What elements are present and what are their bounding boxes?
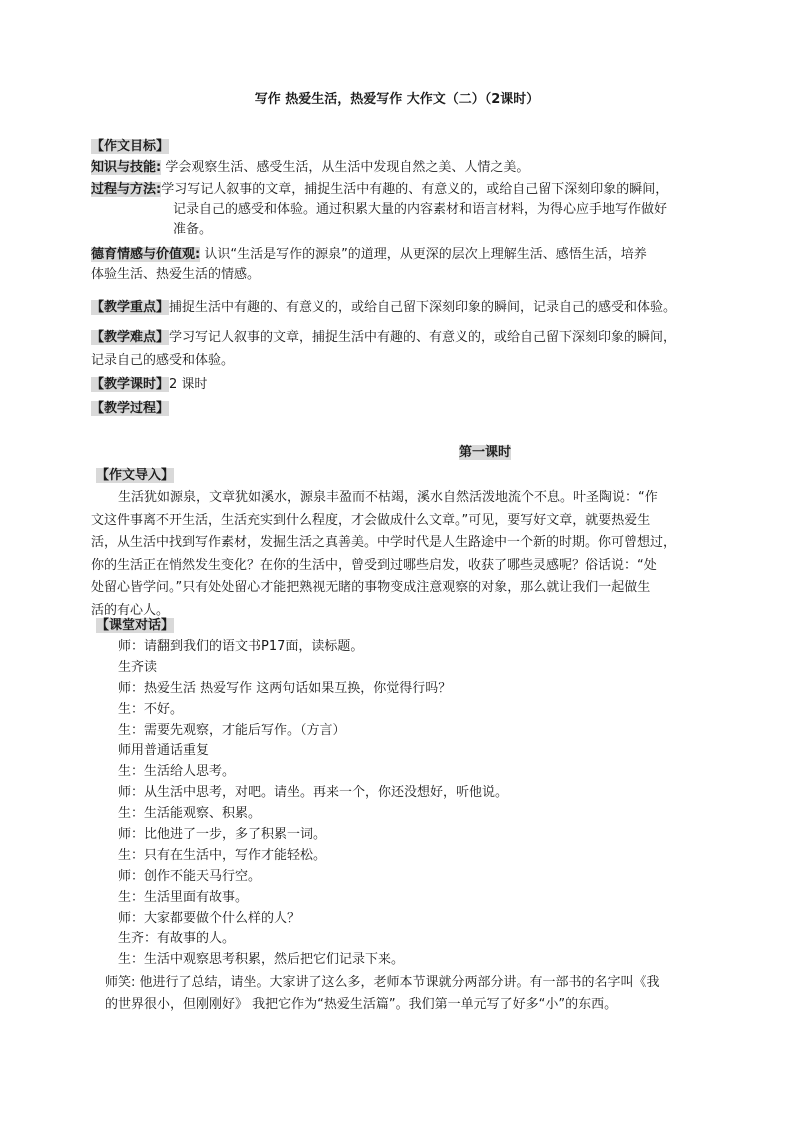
dialog-line: 生：生活能观察、积累。: [118, 806, 262, 822]
dialog-line: 师：从生活中思考，对吧。请坐。再来一个，你还没想好，听他说。: [118, 785, 509, 801]
process-text-2: 记录自己的感受和体验。通过积累大量的内容素材和语言材料，为得心应手地写作做好: [173, 202, 668, 217]
moral-label: 德育情感与价值观:: [91, 247, 201, 262]
process-text-3: 准备。: [173, 222, 213, 237]
hours-label: 【教学课时】: [91, 377, 170, 392]
difficult-point-text-2: 记录自己的感受和体验。: [91, 353, 235, 368]
key-point-label: 【教学重点】: [91, 300, 170, 315]
intro-paragraph: [91, 488, 715, 623]
intro-line: 处留心皆学问。”只有处处留心才能把熟视无睹的事物变成注意观察的对象，那么就让我们一起做生: [91, 580, 651, 595]
intro-line: 文这件事离不开生活，生活充实到什么程度，才会做成什么文章。”可见，要写好文章，就要热爱生: [91, 512, 651, 528]
intro-line: 你的生活正在悄然发生变化？在你的生活中，曾受到过哪些启发，收获了哪些灵感呢？俗话说：“处: [91, 557, 657, 573]
dialog-line: 生：只有在生活中，写作才能轻松。: [118, 847, 327, 863]
dialog-line: 生：生活给人思考。: [118, 764, 236, 780]
dialog-line: 生：生活里面有故事。: [118, 889, 249, 905]
goal-section: [91, 137, 713, 157]
difficult-point-label: 【教学难点】: [91, 330, 170, 345]
moral-text-2: 体验生活、热爱生活的情感。: [91, 267, 261, 282]
intro-line: 活，从生活中找到写作素材，发掘生活之真善美。中学时代是人生路途中一个新的时期。你可曾想过，: [91, 535, 677, 550]
lesson-one-label: 第一课时: [459, 445, 512, 460]
dialog-line: 师：大家都要做个什么样的人？: [118, 910, 301, 926]
difficult-point: [91, 328, 713, 371]
goal-header: 【作文目标】: [91, 139, 170, 154]
dialog-header-block: [96, 616, 174, 636]
difficult-point-text-1: 学习写记人叙事的文章，捕捉生活中有趣的、有意义的，或给自己留下深刻印象的瞬间，: [169, 330, 677, 345]
intro-line: 生活犹如源泉，文章犹如溪水，源泉丰盈而不枯竭，溪水自然活泼地流个不息。叶圣陶说：“作: [118, 490, 658, 505]
dialog-line: 生：需要先观察，才能后写作。（方言）: [118, 722, 346, 738]
dialog-line: 师用普通话重复: [118, 743, 210, 759]
lesson-one-heading: [459, 443, 511, 463]
dialog-line: 师：请翻到我们的语文书P17面，读标题。: [118, 639, 364, 654]
intro-header-block: [96, 466, 174, 486]
moral-text-1: 认识“生活是写作的源泉”的道理，从更深的层次上理解生活、感悟生活，培养: [200, 247, 647, 262]
classroom-dialog: [118, 637, 718, 971]
dialog-line: 师：创作不能天马行空。: [118, 868, 262, 884]
page-title: 写作 热爱生活，热爱写作 大作文（二）（2课时）: [254, 92, 540, 107]
dialog-line: 生：不好。: [118, 701, 184, 717]
closing-line: 师笑: 他进行了总结，请坐。大家讲了这么多，老师本节课就分两部分讲。有一部书的名字叫《我: [105, 975, 660, 990]
knowledge-label: 知识与技能:: [91, 160, 162, 175]
closing-paragraph: [105, 973, 720, 1017]
process-header-block: [91, 399, 713, 419]
dialog-line: 生齐读: [118, 659, 158, 675]
process-goal: [91, 180, 713, 240]
key-point-text: 捕捉生活中有趣的、有意义的，或给自己留下深刻印象的瞬间，记录自己的感受和体验。: [169, 300, 677, 315]
hours-text: 2 课时: [169, 377, 208, 392]
intro-line: 活的有心人。: [91, 602, 170, 618]
process-text-1: 学习写记人叙事的文章，捕捉生活中有趣的、有意义的，或给自己留下深刻印象的瞬间，: [161, 182, 669, 197]
teaching-hours: [91, 375, 713, 395]
key-point: [91, 298, 713, 318]
dialog-header: 【课堂对话】: [96, 618, 175, 633]
dialog-line: 师：比他进了一步，多了积累一词。: [118, 827, 327, 843]
intro-header: 【作文导入】: [96, 468, 175, 483]
process-label: 过程与方法:: [91, 182, 162, 197]
knowledge-goal: [91, 158, 713, 178]
dialog-line: 生：生活中观察思考积累，然后把它们记录下来。: [118, 952, 405, 968]
dialog-line: 生齐：有故事的人。: [118, 931, 236, 947]
closing-line: 的世界很小，但刚刚好》 我把它作为“热爱生活篇”。我们第一单元写了好多“小”的东西。: [105, 997, 618, 1012]
knowledge-text: 学会观察生活、感受生活，从生活中发现自然之美、人情之美。: [161, 160, 530, 175]
process-header: 【教学过程】: [91, 401, 170, 416]
moral-goal: [91, 245, 713, 285]
dialog-line: 师：热爱生活 热爱写作 这两句话如果互换，你觉得行吗？: [118, 680, 452, 696]
